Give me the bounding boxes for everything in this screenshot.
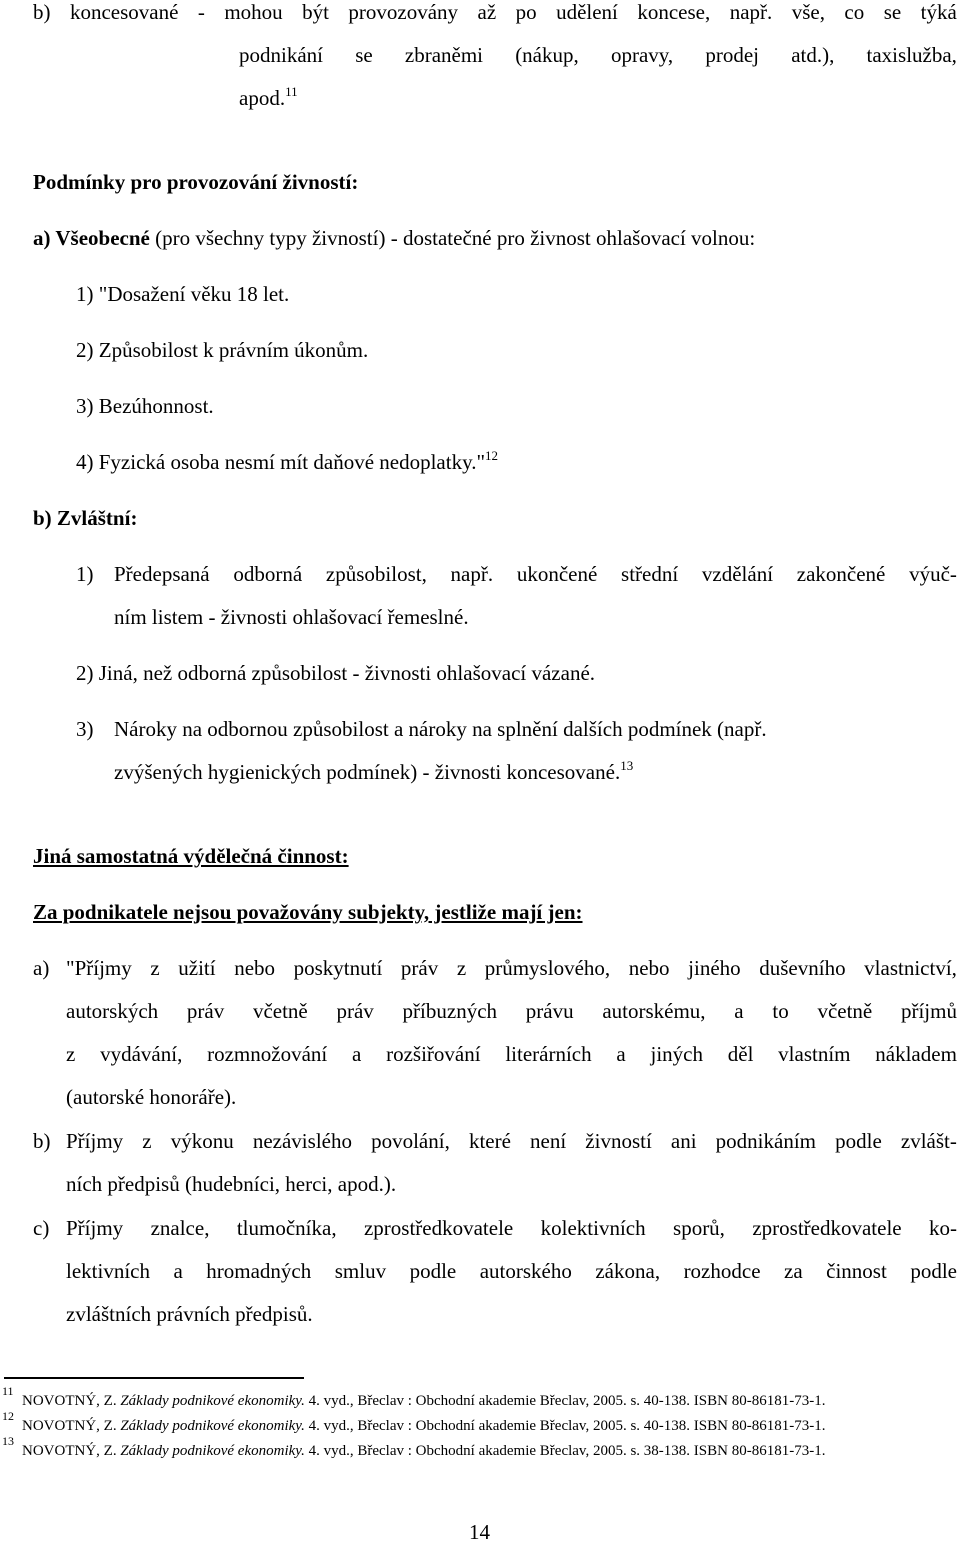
footnote-separator [4,1377,304,1379]
footnote-ref-13: 13 [620,758,634,773]
list-item-text: Nároky na odbornou způsobilost a nároky na splnění dalších podmínek (např. [114,717,767,741]
other-c-label: c) [33,1216,50,1240]
list-item [76,448,499,474]
list-item-text-cont: ním listem - živnosti ohlašovací řemeslné. [114,605,469,629]
other-a-label: a) [33,956,50,980]
list-item: 3) Bezúhonnost. [76,394,214,418]
list-item [76,719,94,740]
list-item-text-cont [114,758,634,784]
list-item-text: 4) Fyzická osoba nesmí mít daňové nedoplatky." [76,450,486,474]
other-b-line-1: Příjmy z výkonu nezávislého povolání, které není živností ani podnikáním podle zvlášt- [66,1129,957,1153]
other-b-label: b) [33,1129,51,1153]
conditions-a-line [33,228,755,249]
list-item: 1) "Dosažení věku 18 let. [76,282,290,306]
conditions-b-label: b) Zvláštní: [33,506,138,530]
list-item: 2) Způsobilost k právním úkonům. [76,338,369,362]
other-c-line-1: Příjmy znalce, tlumočníka, zprostředkovatele kolektivních sporů, zprostředkovatele ko- [66,1216,957,1240]
list-item-number: 3) [76,717,94,741]
footnote-number: 11 [2,1384,14,1398]
footnote-number: 12 [2,1409,14,1423]
other-b-line-2: ních předpisů (hudebníci, herci, apod.). [66,1172,397,1196]
other-a-line-2: autorských práv včetně práv příbuzných právu autorskému, a to včetně příjmů [66,999,957,1023]
list-item-number: 1) [76,562,94,586]
other-a-line-4: (autorské honoráře). [66,1085,237,1109]
conditions-a-text: (pro všechny typy živností) - dostatečné pro živnost ohlašovací volnou: [155,226,756,250]
conditions-a-label: a) Všeobecné [33,226,150,250]
other-heading: Jiná samostatná výdělečná činnost: [33,844,349,868]
koncesovane-line-3 [239,84,298,110]
koncesovane-line-1: b) koncesované - mohou být provozovány až po udělení koncese, např. vše, co se týká [33,0,957,24]
list-item [76,564,94,585]
page-number: 14 [469,1520,490,1544]
other-c-line-2: lektivních a hromadných smluv podle autorského zákona, rozhodce za činnost podle [66,1259,957,1283]
list-item-text: Předepsaná odborná způsobilost, např. ukončené střední vzdělání zakončené výuč- [114,562,957,586]
footnote-ref-12: 12 [485,448,499,463]
other-a-line-3: z vydávání, rozmnožování a rozšiřování literárních a jiných děl vlastním nákladem [66,1042,957,1066]
list-item: 2) Jiná, než odborná způsobilost - živnosti ohlašovací vázané. [76,661,596,685]
other-a-line-1: "Příjmy z užití nebo poskytnutí práv z průmyslového, nebo jiného duševního vlastnictví, [66,956,957,980]
other-c-line-3: zvláštních právních předpisů. [66,1302,313,1326]
footnote-ref-11: 11 [285,84,298,99]
list-item-text-cont-value: zvýšených hygienických podmínek) - živnosti koncesované. [114,760,621,784]
koncesovane-text-3: apod. [239,86,286,110]
other-subheading: Za podnikatele nejsou považovány subjekty, jestliže mají jen: [33,900,583,924]
koncesovane-line-2: podnikání se zbraněmi (nákup, opravy, prodej atd.), taxislužba, [239,43,957,67]
conditions-heading: Podmínky pro provozování živností: [33,170,359,194]
footnote-number: 13 [2,1434,14,1448]
